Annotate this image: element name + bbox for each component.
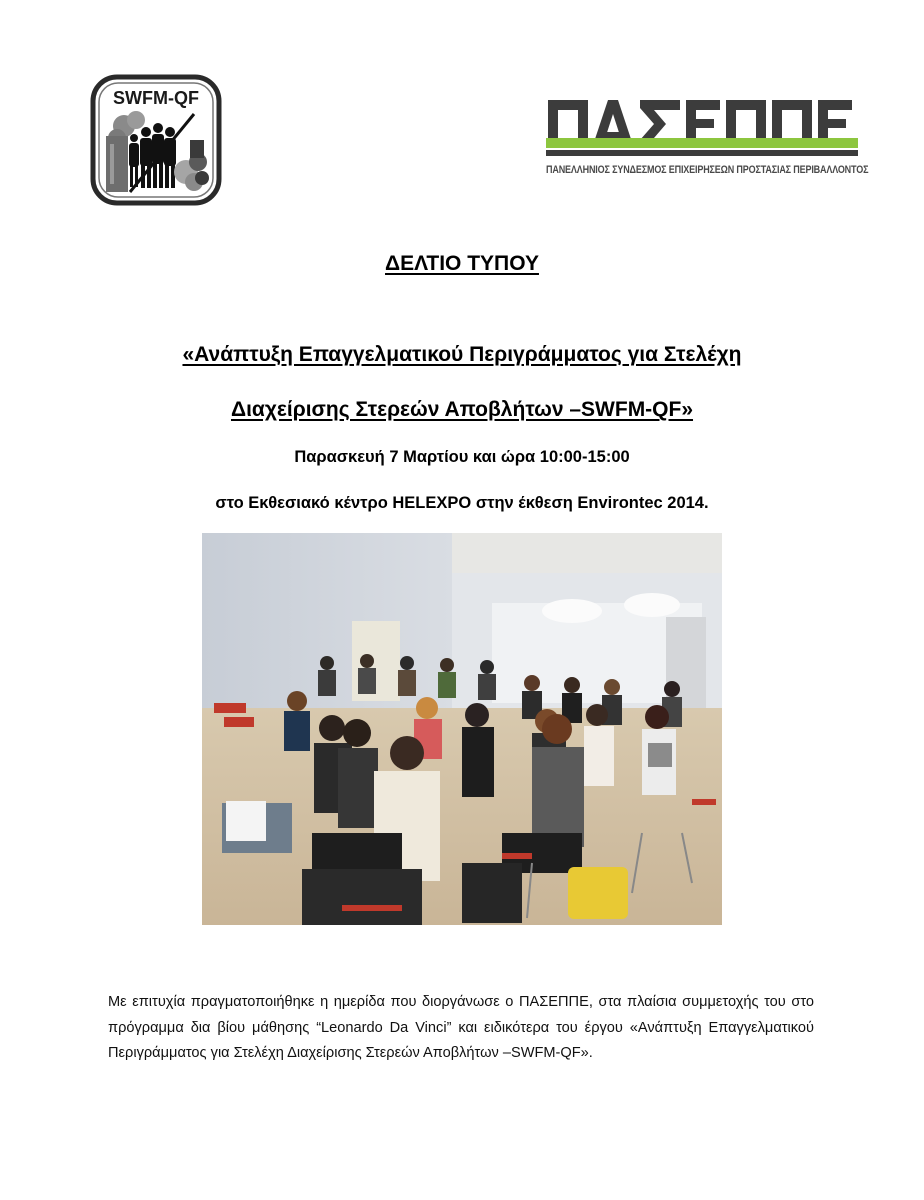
event-date: Παρασκευή 7 Μαρτίου και ώρα 10:00-15:00 xyxy=(294,448,630,466)
swfm-logo-text: SWFM-QF xyxy=(113,88,199,108)
press-release-heading: ΔΕΛΤΙΟ ΤΥΠΟΥ xyxy=(385,252,539,275)
event-venue: στο Εκθεσιακό κέντρο HELEXPO στην έκθεση Environtec 2014. xyxy=(215,494,709,512)
swfm-qf-logo xyxy=(90,74,222,206)
pasepe-logo xyxy=(546,96,869,188)
pasepe-subtitle: ΠΑΝΕΛΛΗΝΙΟΣ ΣΥΝΔΕΣΜΟΣ ΕΠΙΧΕΙΡΗΣΕΩΝ ΠΡΟΣΤΑΣΙΑΣ ΠΕΡΙΒΑΛΛΟΝΤΟΣ xyxy=(546,164,869,176)
pasepe-wordmark xyxy=(546,96,858,162)
event-title-line2: Διαχείρισης Στερεών Αποβλήτων –SWFM-QF» xyxy=(230,398,694,421)
event-title-line1: «Ανάπτυξη Επαγγελματικού Περιγράμματος για Στελέχη xyxy=(182,343,742,366)
press-release-body: Με επιτυχία πραγματοποιήθηκε η ημερίδα που διοργάνωσε ο ΠΑΣΕΠΠΕ, στα πλαίσια συμμετοχής του στο πρόγραμμα δια βίου μάθησης “Leonardo Da Vinci” και ειδικότερα του έργου «Ανάπτυξη Επαγγελματικού Περιγράμματος για Στελέχη Διαχείρισης Στερεών Αποβλήτων –SWFM-QF». xyxy=(108,994,814,1061)
seminar-audience-photo xyxy=(202,533,722,925)
